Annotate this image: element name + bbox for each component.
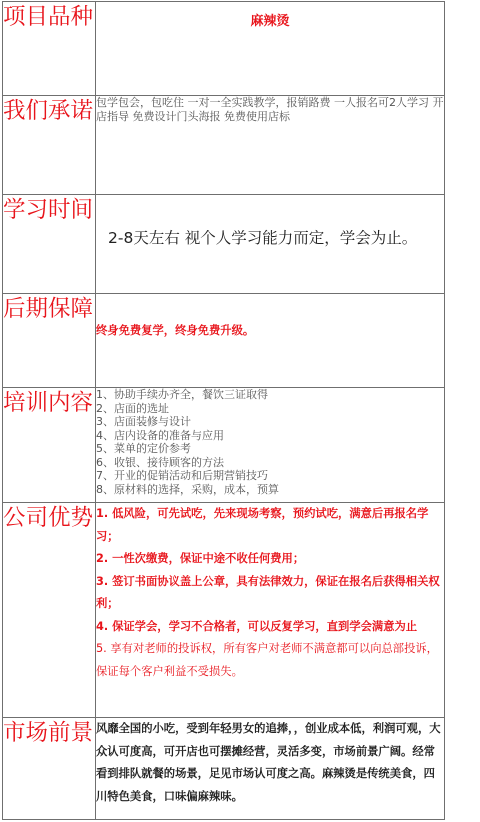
row-project [3, 2, 445, 96]
label-advantages: 公司优势 [3, 503, 96, 718]
guarantee-text: 终身免费复学，终身免费升级。 [96, 324, 255, 337]
course-info-table [2, 1, 445, 820]
row-promise [3, 96, 445, 195]
label-duration: 学习时间 [3, 195, 96, 294]
project-name: 麻辣烫 [250, 14, 290, 29]
advantage-item: 3. 签订书面协议盖上公章，具有法律效力，保证在报名后获得相关权利； [96, 574, 440, 610]
training-item: 1、协助手续办齐全，餐饮三证取得 [96, 388, 268, 401]
value-advantages [96, 503, 445, 718]
row-training [3, 388, 445, 503]
advantage-item: 4. 保证学会，学习不合格者，可以反复学习，直到学会满意为止 [96, 619, 418, 633]
training-item: 6、收银、接待顾客的方法 [96, 455, 224, 469]
advantage-item: 1. 低风险，可先试吃，先来现场考察，预约试吃，满意后再报名学习； [96, 507, 429, 543]
value-market [96, 718, 445, 820]
training-item: 8、原材料的选择，采购，成本，预算 [96, 482, 279, 496]
label-training: 培训内容 [3, 388, 96, 503]
training-item: 5、菜单的定价参考 [96, 442, 191, 455]
value-training [96, 388, 445, 503]
duration-text: 2-8天左右 视个人学习能力而定，学会为止。 [108, 229, 418, 247]
row-guarantee [3, 294, 445, 388]
row-duration [3, 195, 445, 294]
value-duration [96, 195, 445, 294]
training-item: 2、店面的选址 [96, 401, 169, 415]
label-guarantee: 后期保障 [3, 294, 96, 388]
row-market [3, 718, 445, 820]
training-item: 3、店面装修与设计 [96, 415, 191, 428]
advantage-item: 5. 享有对老师的投诉权，所有客户对老师不满意都可以向总部投诉，保证每个客户利益不受损失。 [96, 642, 438, 678]
advantage-item: 2. 一性次缴费，保证中途不收任何费用； [96, 552, 305, 565]
label-promise: 我们承诺 [3, 96, 96, 195]
label-project: 项目品种 [3, 2, 96, 96]
market-text: 风靡全国的小吃，受到年轻男女的追捧，，创业成本低，利润可观，大众认可度高，可开店也可摆摊经营，灵活多变，市场前景广阔。经常看到排队就餐的场景，足见市场认可度之高。麻辣烫是传统美食，四川特色美食，口味偏麻辣味。 [96, 722, 441, 803]
value-guarantee [96, 294, 445, 388]
value-project [96, 2, 445, 96]
training-item: 4、店内设备的准备与应用 [96, 428, 224, 442]
label-market: 市场前景 [3, 718, 96, 820]
training-item: 7、开业的促销活动和后期营销技巧 [96, 469, 268, 482]
row-advantages [3, 503, 445, 718]
promise-text: 包学包会，包吃住 一对一全实践教学，报销路费 一人报名可2人学习 开店指导 免费设计门头海报 免费使用店标 [96, 96, 444, 123]
value-promise [96, 96, 445, 195]
